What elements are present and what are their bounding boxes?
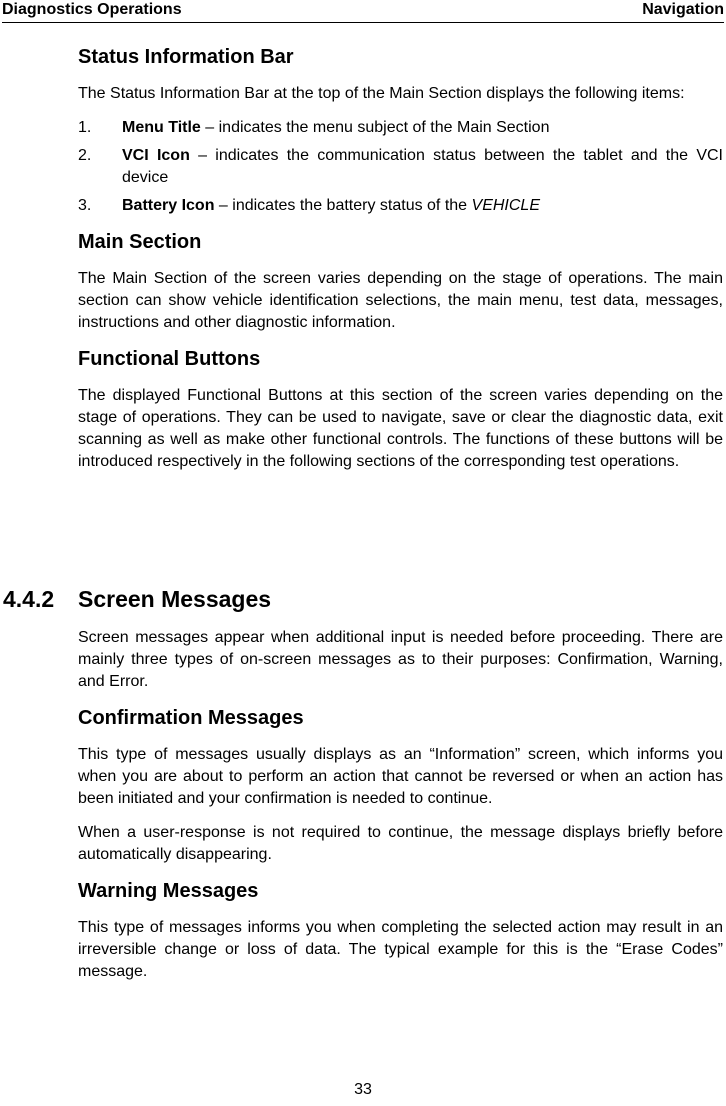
functional-buttons-text: The displayed Functional Buttons at this section of the screen varies depending on the stage of operations. They can be used to navigate, save or clear the diagnostic data, exit scanning as well as make other functional controls. The functions of these buttons will be introduced respectively in the following sections of the corresponding test operations. (78, 387, 723, 470)
confirmation-text-1: This type of messages usually displays as an “Information” screen, which informs you when you are about to perform an action that cannot be reversed or when an action has been initiated and your confirmation is needed to continue. (78, 746, 723, 807)
warning-heading: Warning Messages (78, 880, 259, 902)
list-item (78, 195, 723, 217)
main-content (78, 44, 723, 485)
list-item-term: Battery Icon (122, 197, 215, 214)
list-item-number: 2. (78, 147, 92, 164)
list-item (78, 117, 723, 139)
status-bar-list (78, 117, 723, 217)
section-number: 4.4.2 (3, 586, 55, 612)
header-chapter-title: Diagnostics Operations (2, 1, 182, 18)
main-section-heading: Main Section (78, 231, 202, 253)
screen-messages-content (78, 627, 723, 995)
section-heading (3, 584, 271, 614)
page-number: 33 (354, 1081, 372, 1098)
list-item-term: VCI Icon (122, 147, 190, 164)
list-item (78, 145, 723, 189)
warning-text: This type of messages informs you when completing the selected action may result in an irreversible change or loss of data. The typical example for this is the “Erase Codes” message. (78, 919, 723, 980)
list-item-term: Menu Title (122, 119, 201, 136)
list-item-desc: – indicates the menu subject of the Main Section (200, 119, 550, 136)
list-item-emphasis: VEHICLE (471, 197, 540, 214)
confirmation-text-2: When a user-response is not required to continue, the message displays briefly before automatically disappearing. (78, 824, 723, 863)
list-item-number: 1. (78, 119, 92, 136)
list-item-number: 3. (78, 197, 92, 214)
page-header (2, 0, 724, 23)
header-section-title: Navigation (642, 1, 724, 18)
confirmation-heading: Confirmation Messages (78, 707, 304, 729)
list-item-desc: – indicates the communication status between the tablet and the VCI device (122, 147, 723, 186)
list-item-desc: – indicates the battery status of the (214, 197, 472, 214)
main-section-text: The Main Section of the screen varies depending on the stage of operations. The main section can show vehicle identification selections, the main menu, test data, messages, instructions and other diagnostic information. (78, 270, 723, 331)
section-title: Screen Messages (78, 586, 272, 612)
status-bar-heading: Status Information Bar (78, 46, 294, 68)
functional-buttons-heading: Functional Buttons (78, 348, 261, 370)
status-bar-intro: The Status Information Bar at the top of the Main Section displays the following items: (78, 85, 685, 102)
screen-messages-text: Screen messages appear when additional input is needed before proceeding. There are mainly three types of on-screen messages as to their purposes: Confirmation, Warning, and Error. (78, 629, 723, 690)
